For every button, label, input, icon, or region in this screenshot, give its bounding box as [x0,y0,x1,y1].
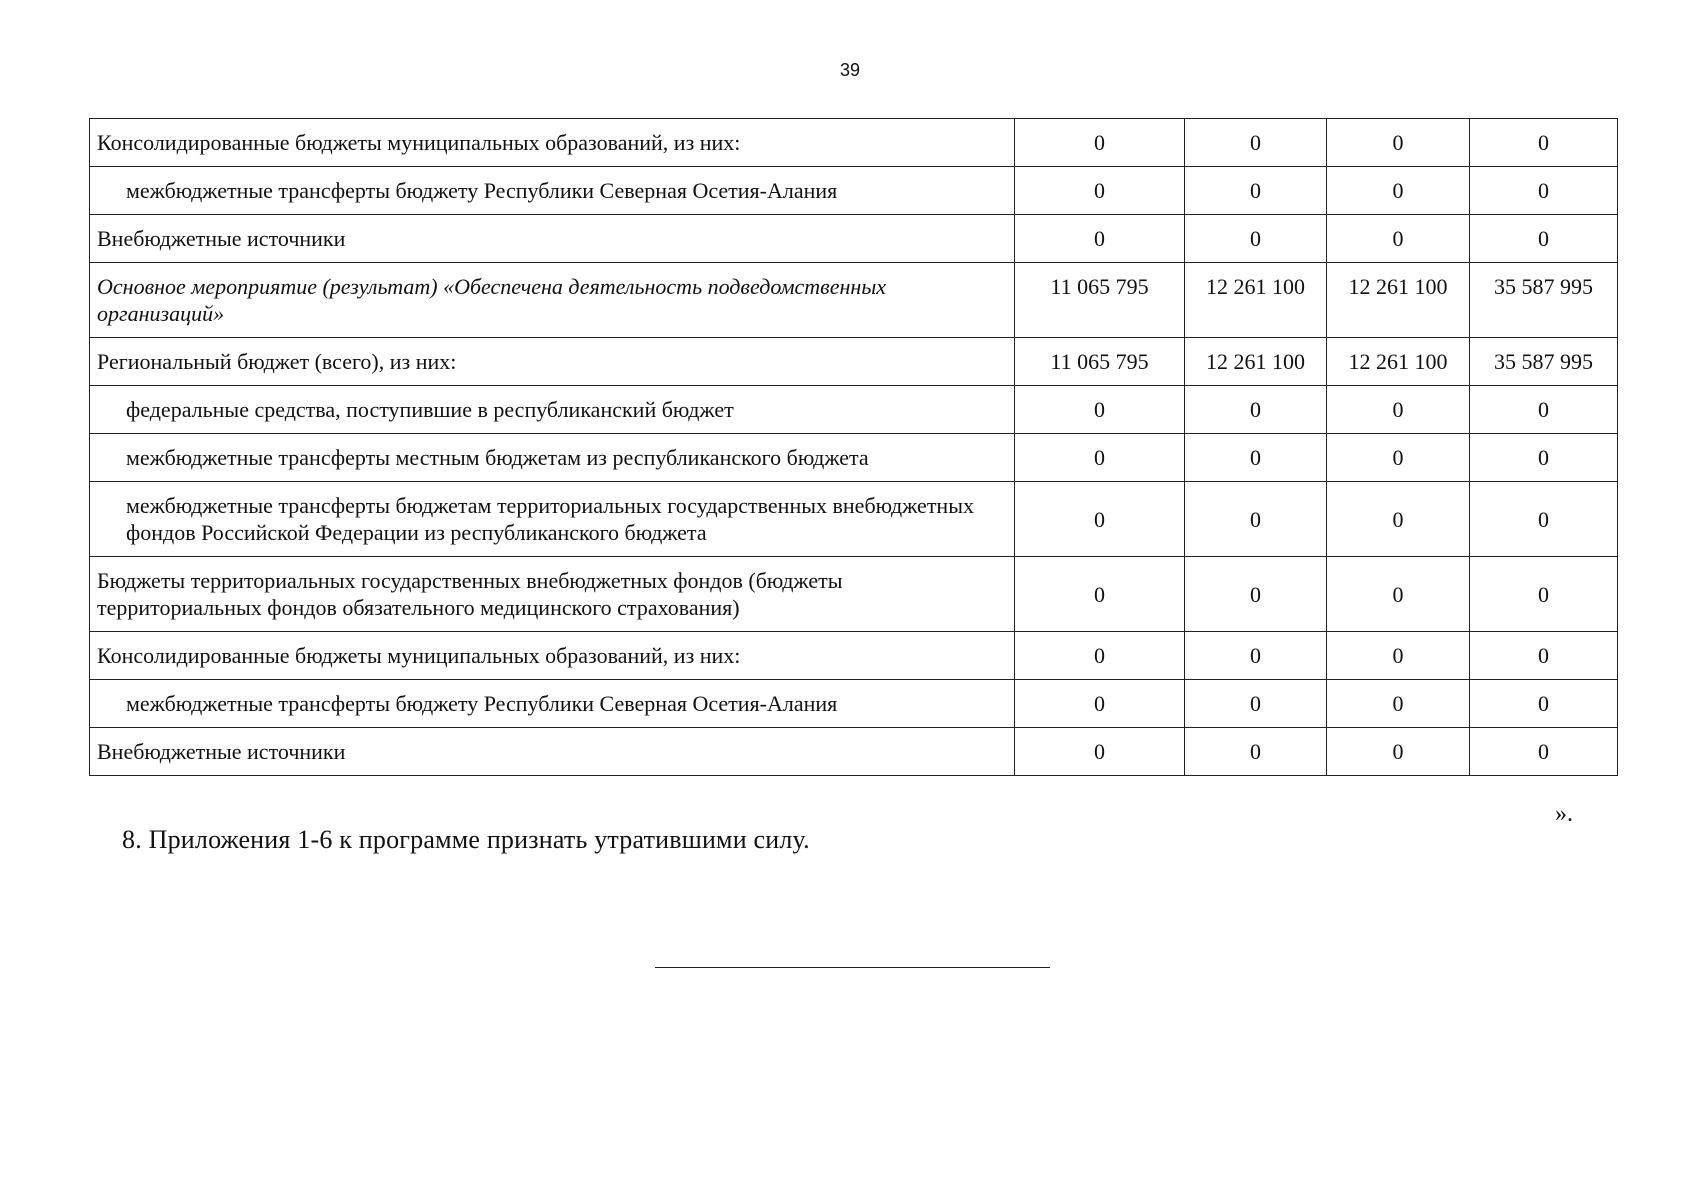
value-cell-year-1: 11 065 795 [1015,263,1185,338]
row-label: Внебюджетные источники [90,728,1015,776]
value-cell-year-3: 0 [1327,680,1470,728]
row-label: Консолидированные бюджеты муниципальных образований, из них: [90,119,1015,167]
row-label: Консолидированные бюджеты муниципальных образований, из них: [90,632,1015,680]
table-row [90,119,1618,167]
value-cell-year-2: 0 [1185,167,1327,215]
closing-paragraph: 8. Приложения 1-6 к программе признать утратившими силу. [122,825,810,854]
row-label: Бюджеты территориальных государственных внебюджетных фондов (бюджеты территориальных фондов обязательного медицинского страхования) [90,557,1015,632]
value-cell-year-2: 12 261 100 [1185,338,1327,386]
row-label: межбюджетные трансферты бюджету Республики Северная Осетия-Алания [90,167,1015,215]
row-label: межбюджетные трансферты бюджету Республики Северная Осетия-Алания [90,680,1015,728]
value-cell-year-3: 12 261 100 [1327,263,1470,338]
table-row [90,680,1618,728]
closing-quote: ». [1555,801,1573,827]
row-label: Внебюджетные источники [90,215,1015,263]
value-cell-year-1: 0 [1015,680,1185,728]
value-cell-total: 0 [1470,167,1618,215]
value-cell-year-2: 0 [1185,119,1327,167]
value-cell-year-2: 0 [1185,728,1327,776]
value-cell-total: 0 [1470,482,1618,557]
table-row [90,632,1618,680]
table-row [90,338,1618,386]
value-cell-year-3: 0 [1327,167,1470,215]
value-cell-year-2: 0 [1185,215,1327,263]
value-cell-year-1: 0 [1015,119,1185,167]
end-divider-line [655,967,1050,968]
row-label: межбюджетные трансферты местным бюджетам из республиканского бюджета [90,434,1015,482]
value-cell-total: 35 587 995 [1470,338,1618,386]
table-row [90,167,1618,215]
value-cell-year-3: 0 [1327,119,1470,167]
value-cell-year-3: 12 261 100 [1327,338,1470,386]
table-row [90,263,1618,338]
table-row [90,434,1618,482]
value-cell-total: 0 [1470,434,1618,482]
value-cell-year-1: 11 065 795 [1015,338,1185,386]
value-cell-total: 0 [1470,680,1618,728]
value-cell-year-3: 0 [1327,728,1470,776]
value-cell-year-1: 0 [1015,632,1185,680]
row-label: Основное мероприятие (результат) «Обеспечена деятельность подведомственных организаций» [90,263,1015,338]
value-cell-year-1: 0 [1015,557,1185,632]
value-cell-year-1: 0 [1015,434,1185,482]
value-cell-total: 0 [1470,557,1618,632]
value-cell-year-2: 0 [1185,434,1327,482]
value-cell-year-2: 12 261 100 [1185,263,1327,338]
value-cell-year-3: 0 [1327,482,1470,557]
table-row [90,386,1618,434]
value-cell-total: 0 [1470,632,1618,680]
value-cell-year-1: 0 [1015,167,1185,215]
value-cell-year-2: 0 [1185,680,1327,728]
row-label: Региональный бюджет (всего), из них: [90,338,1015,386]
table-row [90,728,1618,776]
value-cell-year-2: 0 [1185,482,1327,557]
value-cell-year-3: 0 [1327,434,1470,482]
value-cell-year-1: 0 [1015,482,1185,557]
table-row [90,557,1618,632]
value-cell-total: 0 [1470,215,1618,263]
value-cell-year-2: 0 [1185,386,1327,434]
table-row [90,482,1618,557]
page-number: 39 [839,60,861,80]
table-row [90,215,1618,263]
value-cell-total: 0 [1470,728,1618,776]
budget-table-body [90,119,1618,776]
value-cell-total: 0 [1470,386,1618,434]
value-cell-year-1: 0 [1015,215,1185,263]
value-cell-year-3: 0 [1327,215,1470,263]
value-cell-year-1: 0 [1015,728,1185,776]
value-cell-total: 35 587 995 [1470,263,1618,338]
value-cell-year-1: 0 [1015,386,1185,434]
value-cell-year-3: 0 [1327,557,1470,632]
value-cell-year-2: 0 [1185,557,1327,632]
value-cell-year-2: 0 [1185,632,1327,680]
value-cell-year-3: 0 [1327,632,1470,680]
value-cell-total: 0 [1470,119,1618,167]
budget-table [89,118,1618,776]
value-cell-year-3: 0 [1327,386,1470,434]
row-label: межбюджетные трансферты бюджетам территориальных государственных внебюджетных фондов Российской Федерации из республиканского бюджета [90,482,1015,557]
row-label: федеральные средства, поступившие в республиканский бюджет [90,386,1015,434]
